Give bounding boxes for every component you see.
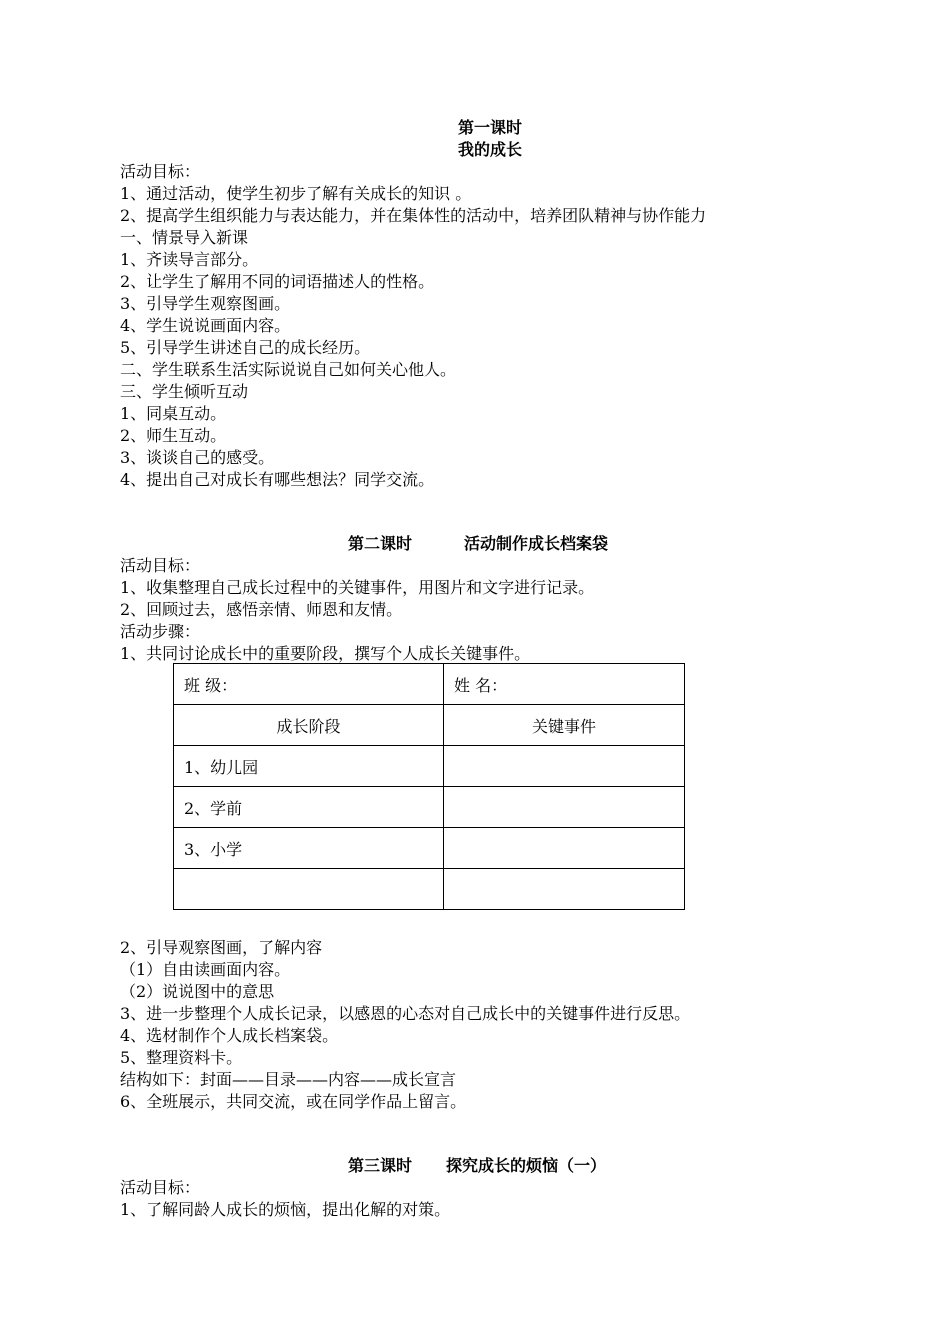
table-row	[174, 828, 685, 869]
lesson1-line: 1、齐读导言部分。	[120, 250, 259, 269]
lesson1-subtitle: 我的成长	[457, 140, 522, 159]
lesson2-line: （1）自由读画面内容。	[120, 960, 291, 979]
lesson3-line: 1、了解同龄人成长的烦恼，提出化解的对策。	[120, 1200, 451, 1219]
lesson2-line: 1、共同讨论成长中的重要阶段，撰写个人成长关键事件。	[120, 644, 531, 663]
lesson2-line: 2、引导观察图画，了解内容	[120, 938, 323, 957]
growth-events-table	[173, 663, 685, 910]
lesson3-title: 第三课时	[348, 1156, 413, 1175]
lesson2-line: 活动步骤：	[120, 622, 201, 641]
event-cell	[444, 746, 685, 787]
lesson1-line: 一、情景导入新课	[120, 228, 249, 247]
stage-cell: 3、小学	[174, 828, 444, 869]
table-row	[174, 869, 685, 910]
col-header-events: 关键事件	[444, 705, 685, 746]
lesson2-line: 3、进一步整理个人成长记录，以感恩的心态对自己成长中的关键事件进行反思。	[120, 1004, 691, 1023]
table-row	[174, 787, 685, 828]
lesson1-line: 三、学生倾听互动	[120, 382, 249, 401]
lesson1-line: 2、师生互动。	[120, 426, 227, 445]
lesson3-title-topic: 探究成长的烦恼（一）	[446, 1156, 607, 1175]
lesson1-line: 5、引导学生讲述自己的成长经历。	[120, 338, 371, 357]
lesson2-title: 第二课时	[348, 534, 413, 553]
lesson2-line: （2）说说图中的意思	[120, 982, 275, 1001]
lesson2-line: 2、回顾过去，感悟亲情、师恩和友情。	[120, 600, 403, 619]
lesson2-line: 活动目标：	[120, 556, 201, 575]
lesson1-title: 第一课时	[457, 118, 522, 137]
class-label-cell: 班 级：	[174, 664, 444, 705]
lesson2-line: 1、收集整理自己成长过程中的关键事件，用图片和文字进行记录。	[120, 578, 595, 597]
lesson1-line: 1、通过活动，使学生初步了解有关成长的知识 。	[120, 184, 472, 203]
lesson1-line: 1、同桌互动。	[120, 404, 227, 423]
table-row	[174, 746, 685, 787]
stage-cell: 1、幼儿园	[174, 746, 444, 787]
lesson2-line: 6、全班展示，共同交流，或在同学作品上留言。	[120, 1092, 467, 1111]
col-header-stage: 成长阶段	[174, 705, 444, 746]
lesson1-line: 2、提高学生组织能力与表达能力，并在集体性的活动中，培养团队精神与协作能力	[120, 206, 707, 225]
lesson1-line: 活动目标：	[120, 162, 201, 181]
lesson2-line: 5、整理资料卡。	[120, 1048, 243, 1067]
lesson1-line: 二、学生联系生活实际说说自己如何关心他人。	[120, 360, 457, 379]
name-label-cell: 姓 名：	[444, 664, 685, 705]
lesson2-line: 结构如下：封面——目录——内容——成长宣言	[120, 1070, 457, 1089]
lesson3-line: 活动目标：	[120, 1178, 201, 1197]
event-cell	[444, 828, 685, 869]
table-row	[174, 705, 685, 746]
lesson1-line: 3、引导学生观察图画。	[120, 294, 291, 313]
lesson1-line: 4、学生说说画面内容。	[120, 316, 291, 335]
lesson2-line: 4、选材制作个人成长档案袋。	[120, 1026, 339, 1045]
stage-cell	[174, 869, 444, 910]
table-row	[174, 664, 685, 705]
lesson1-line: 4、提出自己对成长有哪些想法？同学交流。	[120, 470, 435, 489]
stage-cell: 2、学前	[174, 787, 444, 828]
event-cell	[444, 787, 685, 828]
event-cell	[444, 869, 685, 910]
lesson1-line: 3、谈谈自己的感受。	[120, 448, 275, 467]
lesson2-title-topic: 活动制作成长档案袋	[464, 534, 609, 553]
lesson1-line: 2、让学生了解用不同的词语描述人的性格。	[120, 272, 435, 291]
